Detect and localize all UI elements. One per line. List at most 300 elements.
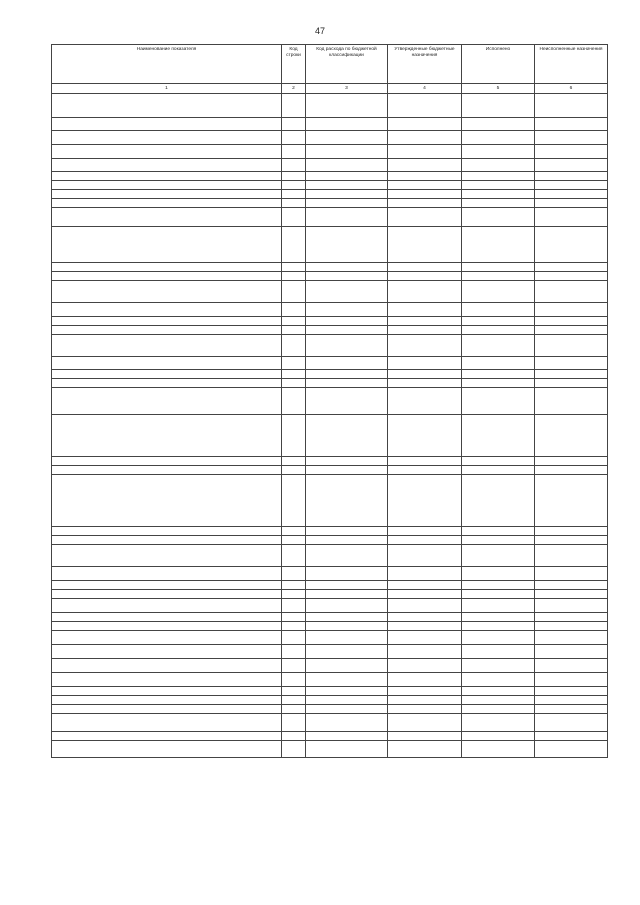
executed-amount-cell [462, 208, 535, 227]
indicator-name-cell [52, 581, 282, 590]
approved-amount-cell [388, 475, 462, 527]
budget-classification-code-cell [306, 263, 388, 272]
approved-amount-cell [388, 622, 462, 631]
approved-amount-cell [388, 696, 462, 705]
line-code-cell [282, 659, 306, 673]
indicator-name-cell [52, 370, 282, 379]
executed-amount-cell [462, 545, 535, 567]
approved-amount-cell [388, 527, 462, 536]
budget-classification-code-cell [306, 567, 388, 581]
line-code-cell [282, 379, 306, 388]
table-row [52, 335, 608, 357]
budget-classification-code-cell [306, 181, 388, 190]
unexecuted-amount-cell [535, 687, 608, 696]
approved-amount-cell [388, 303, 462, 317]
header-budget-classification-code: Код расхода по бюджетной классификации [306, 45, 388, 84]
table-row [52, 208, 608, 227]
budget-classification-code-cell [306, 199, 388, 208]
executed-amount-cell [462, 317, 535, 326]
indicator-name-cell [52, 696, 282, 705]
unexecuted-amount-cell [535, 613, 608, 622]
executed-amount-cell [462, 370, 535, 379]
indicator-name-cell [52, 145, 282, 159]
line-code-cell [282, 172, 306, 181]
unexecuted-amount-cell [535, 741, 608, 758]
unexecuted-amount-cell [535, 567, 608, 581]
approved-amount-cell [388, 545, 462, 567]
line-code-cell [282, 545, 306, 567]
indicator-name-cell [52, 545, 282, 567]
approved-amount-cell [388, 145, 462, 159]
approved-amount-cell [388, 263, 462, 272]
indicator-name-cell [52, 415, 282, 457]
executed-amount-cell [462, 303, 535, 317]
budget-classification-code-cell [306, 714, 388, 732]
indicator-name-cell [52, 159, 282, 172]
executed-amount-cell [462, 581, 535, 590]
line-code-cell [282, 696, 306, 705]
budget-classification-code-cell [306, 388, 388, 415]
unexecuted-amount-cell [535, 131, 608, 145]
table-row [52, 613, 608, 622]
unexecuted-amount-cell [535, 370, 608, 379]
table-row [52, 457, 608, 466]
approved-amount-cell [388, 172, 462, 181]
executed-amount-cell [462, 357, 535, 370]
table-row [52, 227, 608, 263]
unexecuted-amount-cell [535, 388, 608, 415]
table-row [52, 599, 608, 613]
line-code-cell [282, 159, 306, 172]
table-row [52, 281, 608, 303]
budget-classification-code-cell [306, 208, 388, 227]
budget-classification-code-cell [306, 475, 388, 527]
budget-execution-table [51, 44, 608, 758]
budget-classification-code-cell [306, 118, 388, 131]
approved-amount-cell [388, 415, 462, 457]
executed-amount-cell [462, 659, 535, 673]
unexecuted-amount-cell [535, 732, 608, 741]
indicator-name-cell [52, 118, 282, 131]
header-approved-appropriations: Утвержденные бюджетные назначения [388, 45, 462, 84]
approved-amount-cell [388, 131, 462, 145]
unexecuted-amount-cell [535, 581, 608, 590]
executed-amount-cell [462, 263, 535, 272]
table-row [52, 357, 608, 370]
unexecuted-amount-cell [535, 263, 608, 272]
approved-amount-cell [388, 659, 462, 673]
budget-classification-code-cell [306, 357, 388, 370]
executed-amount-cell [462, 172, 535, 181]
approved-amount-cell [388, 190, 462, 199]
indicator-name-cell [52, 466, 282, 475]
table-row [52, 199, 608, 208]
indicator-name-cell [52, 631, 282, 645]
approved-amount-cell [388, 208, 462, 227]
budget-classification-code-cell [306, 131, 388, 145]
budget-classification-code-cell [306, 545, 388, 567]
indicator-name-cell [52, 622, 282, 631]
unexecuted-amount-cell [535, 457, 608, 466]
approved-amount-cell [388, 687, 462, 696]
table-row [52, 388, 608, 415]
indicator-name-cell [52, 199, 282, 208]
executed-amount-cell [462, 705, 535, 714]
budget-classification-code-cell [306, 581, 388, 590]
unexecuted-amount-cell [535, 208, 608, 227]
unexecuted-amount-cell [535, 272, 608, 281]
column-number: 3 [306, 84, 388, 94]
table-row [52, 190, 608, 199]
indicator-name-cell [52, 527, 282, 536]
approved-amount-cell [388, 645, 462, 659]
table-row [52, 567, 608, 581]
executed-amount-cell [462, 281, 535, 303]
unexecuted-amount-cell [535, 622, 608, 631]
executed-amount-cell [462, 388, 535, 415]
line-code-cell [282, 599, 306, 613]
budget-classification-code-cell [306, 415, 388, 457]
approved-amount-cell [388, 599, 462, 613]
unexecuted-amount-cell [535, 599, 608, 613]
budget-classification-code-cell [306, 379, 388, 388]
budget-classification-code-cell [306, 613, 388, 622]
budget-classification-code-cell [306, 599, 388, 613]
budget-classification-code-cell [306, 590, 388, 599]
table-row [52, 181, 608, 190]
line-code-cell [282, 181, 306, 190]
approved-amount-cell [388, 326, 462, 335]
indicator-name-cell [52, 388, 282, 415]
approved-amount-cell [388, 159, 462, 172]
unexecuted-amount-cell [535, 172, 608, 181]
line-code-cell [282, 388, 306, 415]
indicator-name-cell [52, 659, 282, 673]
table-row [52, 581, 608, 590]
table-row [52, 370, 608, 379]
executed-amount-cell [462, 631, 535, 645]
executed-amount-cell [462, 466, 535, 475]
approved-amount-cell [388, 281, 462, 303]
indicator-name-cell [52, 335, 282, 357]
budget-classification-code-cell [306, 466, 388, 475]
column-number: 5 [462, 84, 535, 94]
approved-amount-cell [388, 317, 462, 326]
budget-classification-code-cell [306, 281, 388, 303]
header-indicator-name: Наименование показателя [52, 45, 282, 84]
table-row [52, 145, 608, 159]
column-number: 2 [282, 84, 306, 94]
budget-classification-code-cell [306, 272, 388, 281]
table-row [52, 732, 608, 741]
line-code-cell [282, 590, 306, 599]
executed-amount-cell [462, 696, 535, 705]
budget-classification-code-cell [306, 732, 388, 741]
executed-amount-cell [462, 227, 535, 263]
line-code-cell [282, 527, 306, 536]
indicator-name-cell [52, 714, 282, 732]
table-row [52, 326, 608, 335]
line-code-cell [282, 475, 306, 527]
indicator-name-cell [52, 705, 282, 714]
executed-amount-cell [462, 190, 535, 199]
executed-amount-cell [462, 159, 535, 172]
line-code-cell [282, 466, 306, 475]
approved-amount-cell [388, 227, 462, 263]
table-row [52, 536, 608, 545]
executed-amount-cell [462, 599, 535, 613]
table-row [52, 673, 608, 687]
indicator-name-cell [52, 599, 282, 613]
budget-classification-code-cell [306, 457, 388, 466]
table-row [52, 622, 608, 631]
executed-amount-cell [462, 131, 535, 145]
table-row [52, 590, 608, 599]
unexecuted-amount-cell [535, 303, 608, 317]
unexecuted-amount-cell [535, 696, 608, 705]
budget-classification-code-cell [306, 190, 388, 199]
table-row [52, 131, 608, 145]
line-code-cell [282, 272, 306, 281]
unexecuted-amount-cell [535, 118, 608, 131]
budget-classification-code-cell [306, 527, 388, 536]
line-code-cell [282, 687, 306, 696]
approved-amount-cell [388, 714, 462, 732]
table-row [52, 705, 608, 714]
indicator-name-cell [52, 732, 282, 741]
indicator-name-cell [52, 172, 282, 181]
approved-amount-cell [388, 732, 462, 741]
table-row [52, 118, 608, 131]
executed-amount-cell [462, 673, 535, 687]
table-row [52, 631, 608, 645]
table-row [52, 263, 608, 272]
line-code-cell [282, 317, 306, 326]
indicator-name-cell [52, 475, 282, 527]
budget-classification-code-cell [306, 94, 388, 118]
unexecuted-amount-cell [535, 227, 608, 263]
unexecuted-amount-cell [535, 673, 608, 687]
executed-amount-cell [462, 622, 535, 631]
page-number: 47 [314, 26, 325, 36]
column-number: 4 [388, 84, 462, 94]
indicator-name-cell [52, 272, 282, 281]
column-number: 6 [535, 84, 608, 94]
unexecuted-amount-cell [535, 181, 608, 190]
indicator-name-cell [52, 357, 282, 370]
executed-amount-cell [462, 527, 535, 536]
executed-amount-cell [462, 687, 535, 696]
line-code-cell [282, 581, 306, 590]
budget-classification-code-cell [306, 741, 388, 758]
indicator-name-cell [52, 263, 282, 272]
header-unexecuted-appropriations: Неисполненные назначения [535, 45, 608, 84]
line-code-cell [282, 705, 306, 714]
line-code-cell [282, 613, 306, 622]
budget-classification-code-cell [306, 317, 388, 326]
line-code-cell [282, 94, 306, 118]
unexecuted-amount-cell [535, 714, 608, 732]
column-number: 1 [52, 84, 282, 94]
unexecuted-amount-cell [535, 317, 608, 326]
unexecuted-amount-cell [535, 190, 608, 199]
executed-amount-cell [462, 732, 535, 741]
executed-amount-cell [462, 714, 535, 732]
table-row [52, 415, 608, 457]
line-code-cell [282, 326, 306, 335]
unexecuted-amount-cell [535, 159, 608, 172]
line-code-cell [282, 303, 306, 317]
approved-amount-cell [388, 705, 462, 714]
unexecuted-amount-cell [535, 466, 608, 475]
line-code-cell [282, 131, 306, 145]
table-row [52, 545, 608, 567]
approved-amount-cell [388, 581, 462, 590]
line-code-cell [282, 732, 306, 741]
executed-amount-cell [462, 475, 535, 527]
approved-amount-cell [388, 631, 462, 645]
line-code-cell [282, 263, 306, 272]
approved-amount-cell [388, 379, 462, 388]
executed-amount-cell [462, 457, 535, 466]
unexecuted-amount-cell [535, 281, 608, 303]
header-line-code: Код строки [282, 45, 306, 84]
line-code-cell [282, 645, 306, 659]
budget-classification-code-cell [306, 687, 388, 696]
indicator-name-cell [52, 536, 282, 545]
budget-classification-code-cell [306, 172, 388, 181]
line-code-cell [282, 370, 306, 379]
line-code-cell [282, 357, 306, 370]
approved-amount-cell [388, 272, 462, 281]
approved-amount-cell [388, 567, 462, 581]
approved-amount-cell [388, 457, 462, 466]
indicator-name-cell [52, 457, 282, 466]
indicator-name-cell [52, 326, 282, 335]
budget-classification-code-cell [306, 335, 388, 357]
indicator-name-cell [52, 131, 282, 145]
line-code-cell [282, 208, 306, 227]
indicator-name-cell [52, 567, 282, 581]
budget-classification-code-cell [306, 673, 388, 687]
executed-amount-cell [462, 645, 535, 659]
budget-classification-code-cell [306, 145, 388, 159]
unexecuted-amount-cell [535, 545, 608, 567]
executed-amount-cell [462, 118, 535, 131]
table-header-row [52, 45, 608, 84]
indicator-name-cell [52, 208, 282, 227]
executed-amount-cell [462, 613, 535, 622]
table-row [52, 527, 608, 536]
budget-classification-code-cell [306, 705, 388, 714]
table-row [52, 317, 608, 326]
indicator-name-cell [52, 227, 282, 263]
table-row [52, 741, 608, 758]
approved-amount-cell [388, 370, 462, 379]
line-code-cell [282, 190, 306, 199]
unexecuted-amount-cell [535, 326, 608, 335]
unexecuted-amount-cell [535, 415, 608, 457]
budget-classification-code-cell [306, 622, 388, 631]
indicator-name-cell [52, 613, 282, 622]
budget-classification-code-cell [306, 536, 388, 545]
budget-classification-code-cell [306, 631, 388, 645]
approved-amount-cell [388, 199, 462, 208]
table-row [52, 659, 608, 673]
line-code-cell [282, 118, 306, 131]
table-row [52, 645, 608, 659]
approved-amount-cell [388, 357, 462, 370]
unexecuted-amount-cell [535, 536, 608, 545]
line-code-cell [282, 199, 306, 208]
indicator-name-cell [52, 190, 282, 199]
executed-amount-cell [462, 536, 535, 545]
line-code-cell [282, 457, 306, 466]
executed-amount-cell [462, 379, 535, 388]
executed-amount-cell [462, 145, 535, 159]
budget-classification-code-cell [306, 696, 388, 705]
executed-amount-cell [462, 326, 535, 335]
column-number-row [52, 84, 608, 94]
budget-classification-code-cell [306, 326, 388, 335]
executed-amount-cell [462, 590, 535, 599]
approved-amount-cell [388, 181, 462, 190]
executed-amount-cell [462, 335, 535, 357]
table-row [52, 172, 608, 181]
unexecuted-amount-cell [535, 145, 608, 159]
line-code-cell [282, 145, 306, 159]
executed-amount-cell [462, 415, 535, 457]
indicator-name-cell [52, 741, 282, 758]
unexecuted-amount-cell [535, 475, 608, 527]
table-row [52, 94, 608, 118]
indicator-name-cell [52, 94, 282, 118]
line-code-cell [282, 567, 306, 581]
indicator-name-cell [52, 181, 282, 190]
unexecuted-amount-cell [535, 94, 608, 118]
indicator-name-cell [52, 673, 282, 687]
approved-amount-cell [388, 613, 462, 622]
line-code-cell [282, 227, 306, 263]
indicator-name-cell [52, 687, 282, 696]
line-code-cell [282, 741, 306, 758]
approved-amount-cell [388, 590, 462, 599]
unexecuted-amount-cell [535, 631, 608, 645]
executed-amount-cell [462, 272, 535, 281]
budget-classification-code-cell [306, 227, 388, 263]
line-code-cell [282, 415, 306, 457]
line-code-cell [282, 536, 306, 545]
indicator-name-cell [52, 645, 282, 659]
unexecuted-amount-cell [535, 590, 608, 599]
unexecuted-amount-cell [535, 659, 608, 673]
executed-amount-cell [462, 741, 535, 758]
approved-amount-cell [388, 335, 462, 357]
table-row [52, 272, 608, 281]
indicator-name-cell [52, 317, 282, 326]
indicator-name-cell [52, 590, 282, 599]
table-row [52, 687, 608, 696]
budget-classification-code-cell [306, 303, 388, 317]
header-executed: Исполнено [462, 45, 535, 84]
table-row [52, 696, 608, 705]
unexecuted-amount-cell [535, 527, 608, 536]
table-row [52, 379, 608, 388]
table-row [52, 303, 608, 317]
approved-amount-cell [388, 741, 462, 758]
table-row [52, 159, 608, 172]
budget-classification-code-cell [306, 659, 388, 673]
